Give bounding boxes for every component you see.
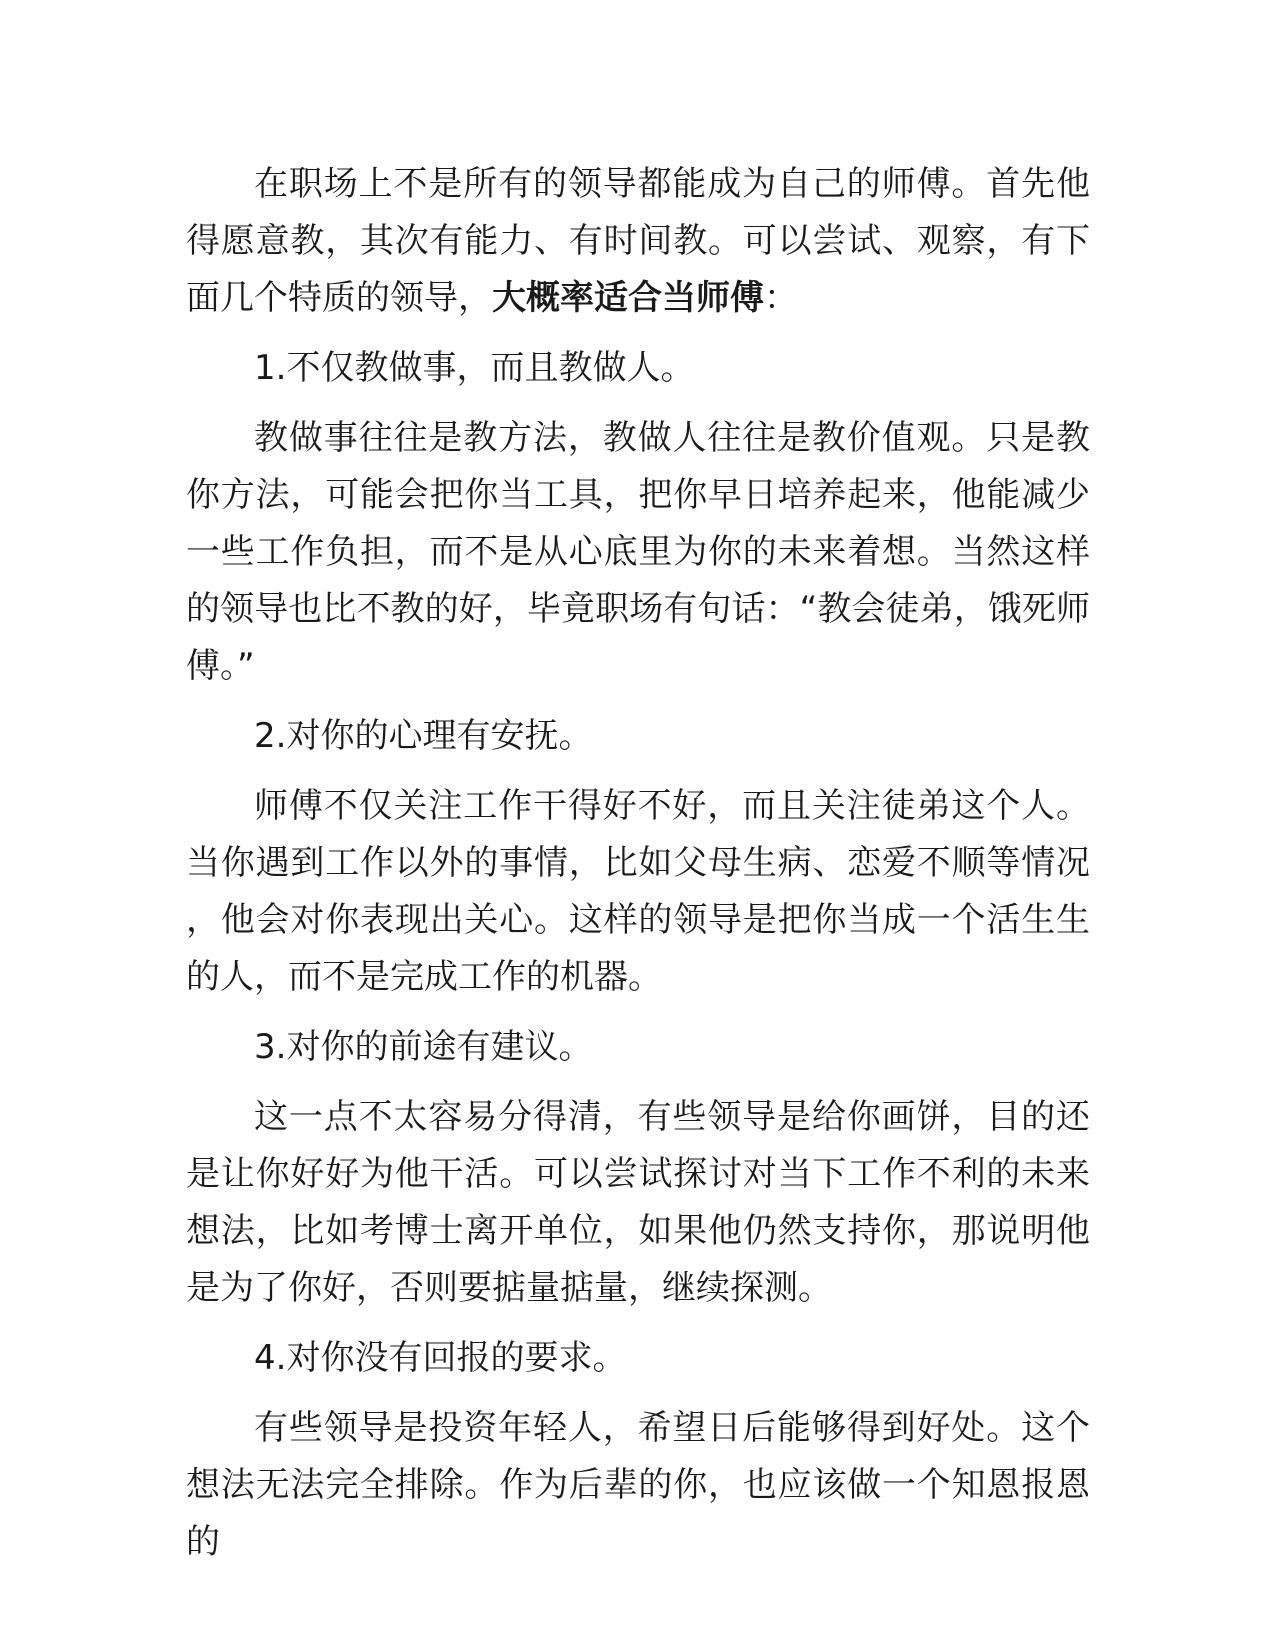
point-body-4: 有些领导是投资年轻人，希望日后能够得到好处。这个想法无法完全排除。作为后辈的你，也应该做一个知恩报恩的	[186, 1408, 1090, 1562]
intro-text: 在职场上不是所有的领导都能成为自己的师傅。首先他得愿意教，其次有能力、有时间教。可以尝试、观察，有下面几个特质的领导	[186, 164, 1090, 318]
point-heading-1: 1.不仅教做事，而且教做人。	[254, 348, 695, 388]
intro-paragraph	[186, 156, 1090, 327]
point-body-1: 教做事往往是教方法，教做人往往是教价值观。只是教你方法，可能会把你当工具，把你早日培养起来，他能减少一些工作负担，而不是从心底里为你的未来着想。当然这样的领导也比不教的好，毕竟职场有句话：“教会徒弟，饿死师傅。”	[186, 418, 1090, 686]
intro-bold-text: 大概率适合当师傅	[492, 278, 764, 318]
point-body-3: 这一点不太容易分得清，有些领导是给你画饼，目的还是让你好好为他干活。可以尝试探讨对当下工作不利的未来想法，比如考博士离开单位，如果他仍然支持你，那说明他是为了你好，否则要掂量掂量，继续探测。	[186, 1097, 1090, 1308]
point-heading-4: 4.对你没有回报的要求。	[254, 1338, 627, 1378]
intro-separator: ，	[458, 278, 492, 318]
point-heading-3: 3.对你的前途有建议。	[254, 1027, 593, 1067]
document-body	[186, 156, 1090, 1584]
intro-ending: ：	[764, 278, 798, 318]
point-heading-2: 2.对你的心理有安抚。	[254, 716, 593, 756]
point-body-2: 师傅不仅关注工作干得好不好，而且关注徒弟这个人。当你遇到工作以外的事情，比如父母生病、恋爱不顺等情况，他会对你表现出关心。这样的领导是把你当成一个活生生的人，而不是完成工作的机器。	[186, 786, 1090, 997]
